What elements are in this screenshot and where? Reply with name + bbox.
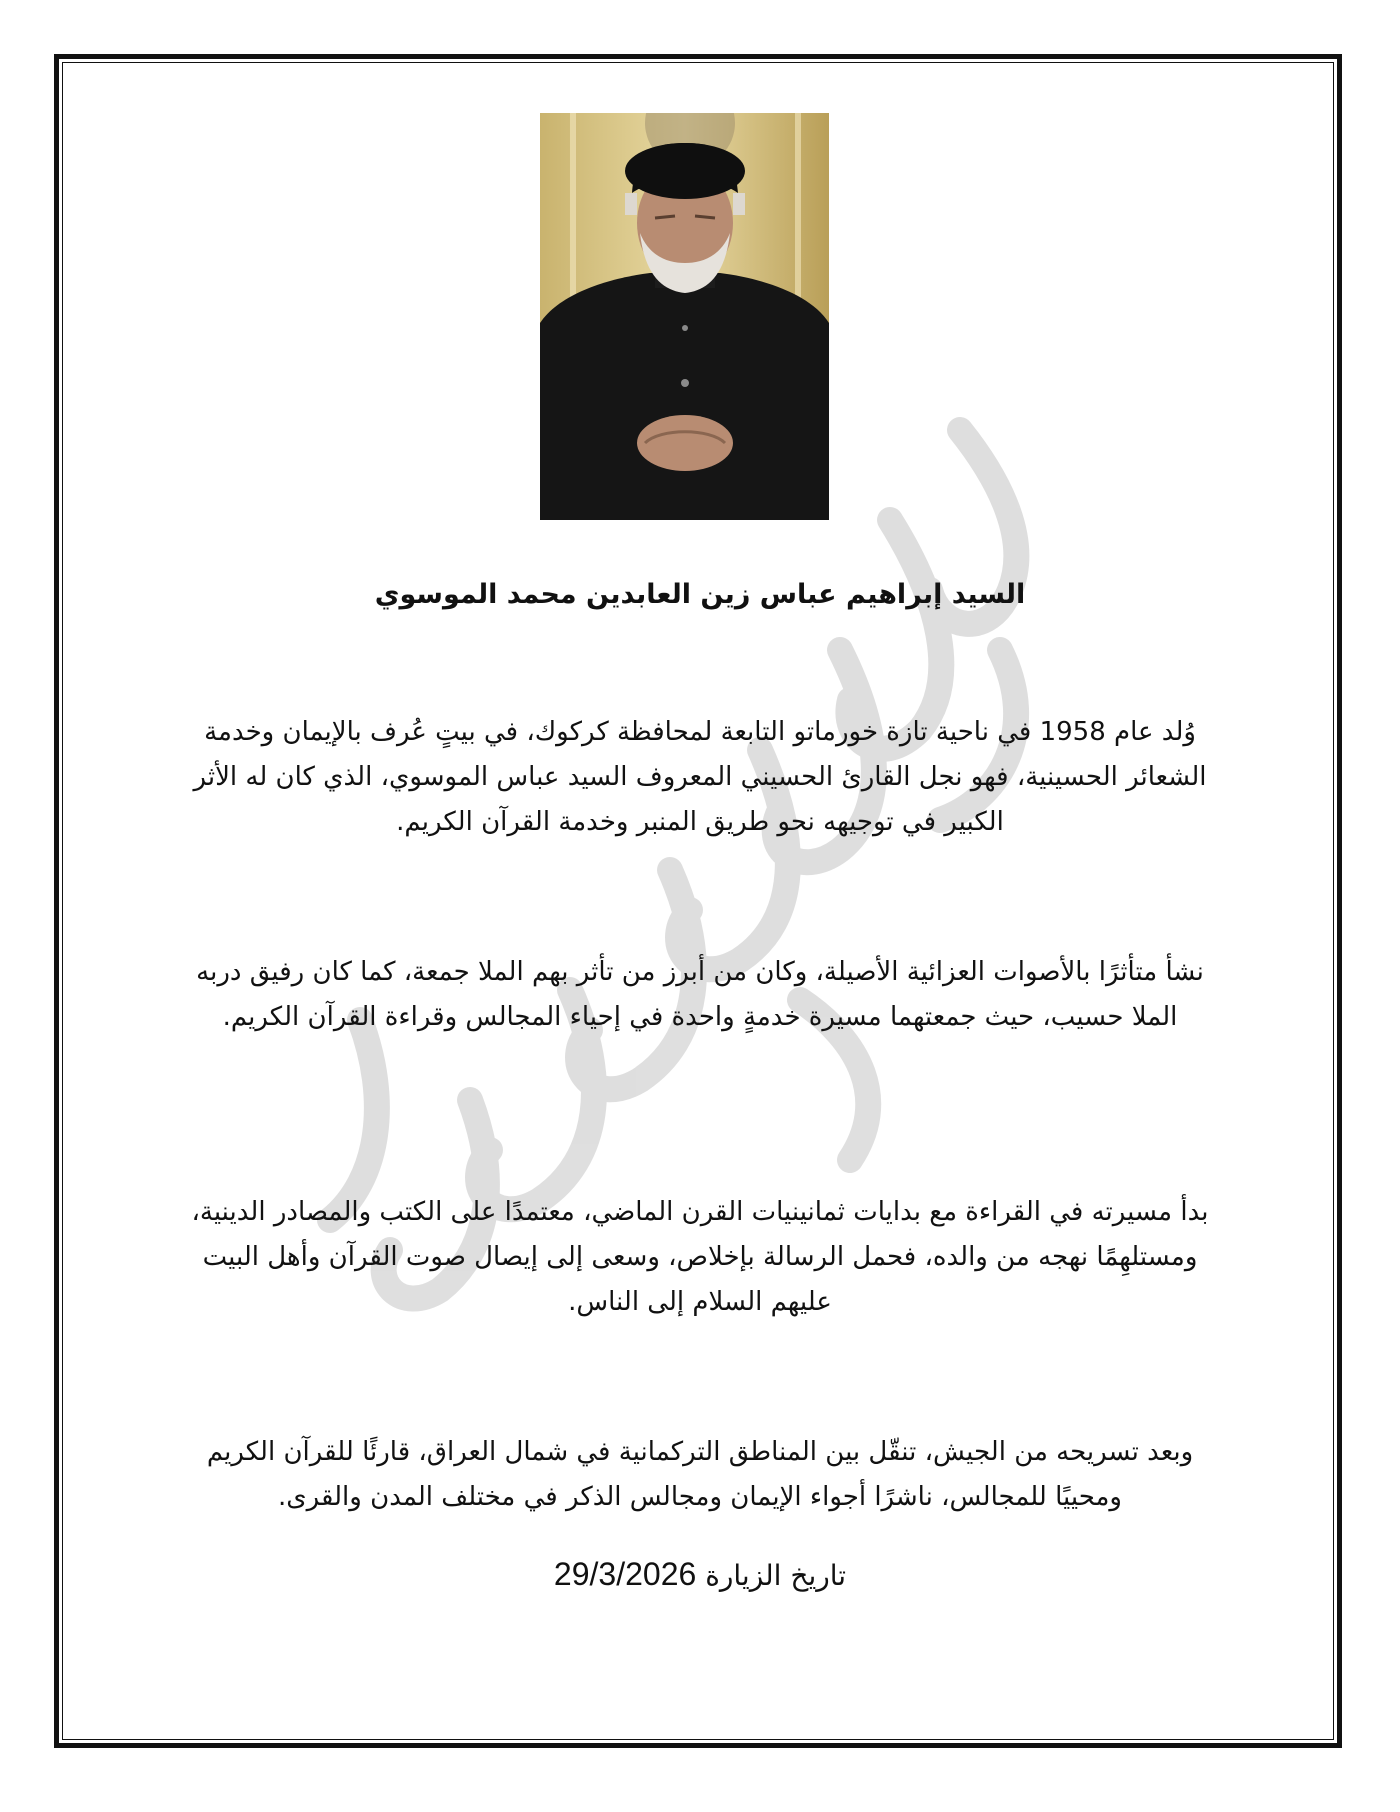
visit-date-line: [300, 1552, 1100, 1598]
paragraph-upbringing: نشأ متأثرًا بالأصوات العزائية الأصيلة، وكان من أبرز من تأثر بهم الملا جمعة، كما كان رفيق دربه الملا حسيب، حيث جمعتهما مسيرة خدمةٍ واحدة في إحياء المجالس وقراءة القرآن الكريم.: [196, 957, 1204, 1032]
paragraph-birth: وُلد عام 1958 في ناحية تازة خورماتو التابعة لمحافظة كركوك، في بيتٍ عُرف بالإيمان وخدمة الشعائر الحسينية، فهو نجل القارئ الحسيني المعروف السيد عباس الموسوي، الذي كان له الأثر الكبير في توجيهه نحو طريق المنبر وخدمة القرآن الكريم.: [193, 717, 1207, 837]
portrait-photo: [540, 113, 829, 520]
visit-date-value: 29/3/2026: [553, 1556, 697, 1592]
paragraph-after-army: وبعد تسريحه من الجيش، تنقّل بين المناطق التركمانية في شمال العراق، قارئًا للقرآن الكريم ومحييًا للمجالس، ناشرًا أجواء الإيمان ومجالس الذكر في مختلف المدن والقرى.: [206, 1437, 1194, 1512]
paragraph-career: بدأ مسيرته في القراءة مع بدايات ثمانينيات القرن الماضي، معتمدًا على الكتب والمصادر الدينية، ومستلهِمًا نهجه من والده، فحمل الرسالة بإخلاص، وسعى إلى إيصال صوت القرآن وأهل البيت عليهم السلام إلى الناس.: [191, 1197, 1209, 1317]
page-title: السيد إبراهيم عباس زين العابدين محمد الموسوي: [374, 579, 1026, 610]
visit-date-label: تاريخ الزيارة: [705, 1559, 847, 1592]
